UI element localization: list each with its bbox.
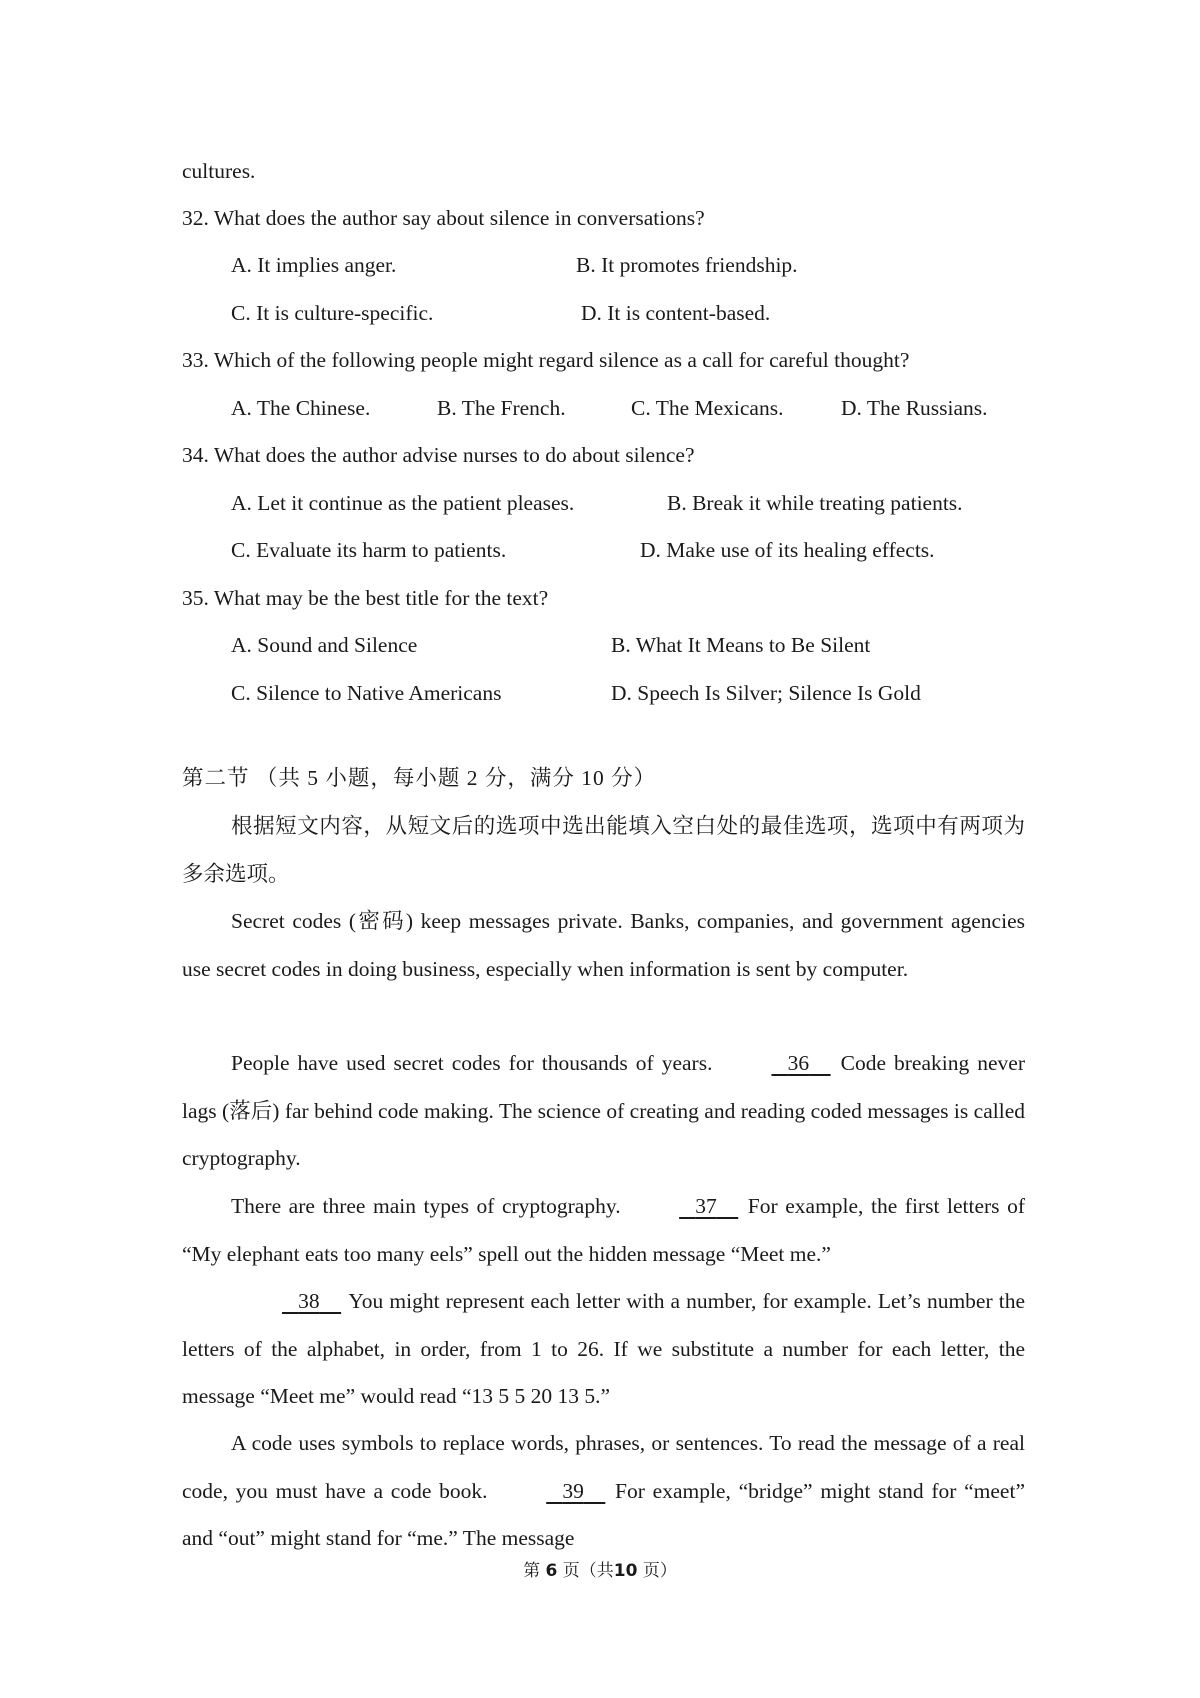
passage-text: Secret codes (密码) keep messages private. Banks, companies, and government agencies use secret codes in doing business, especially when information is sent by computer. [182, 909, 1025, 981]
passage-paragraph-1 [182, 898, 1025, 993]
question-33-option-a: A. The Chinese. [231, 396, 371, 420]
section-2-instructions: 根据短文内容，从短文后的选项中选出能填入空白处的最佳选项，选项中有两项为多余选项。 [182, 814, 1025, 886]
blank-39 [495, 1468, 607, 1516]
question-34-stem: 34. What does the author advise nurses to do about silence? [182, 443, 695, 467]
blank-number: 39 [562, 1478, 584, 1503]
total-page-count: 10 [613, 1561, 638, 1581]
footer-middle: 页（共 [562, 1561, 614, 1581]
question-35-stem: 35. What may be the best title for the text? [182, 586, 549, 610]
question-34-option-d: D. Make use of its healing effects. [640, 538, 935, 562]
question-35-option-d: D. Speech Is Silver; Silence Is Gold [611, 681, 921, 705]
passage-text: A code uses symbols to replace words, phrases, or sentences. To read the message of a real code, you must have a code book. [182, 1431, 1025, 1503]
passage-text: People have used secret codes for thousands of years. [231, 1051, 721, 1075]
question-32-stem: 32. What does the author say about silence in conversations? [182, 206, 705, 230]
passage-text: There are three main types of cryptography. [231, 1194, 629, 1218]
question-33-stem: 33. Which of the following people might regard silence as a call for careful thought? [182, 348, 910, 372]
page-footer [0, 1556, 1200, 1581]
blank-number: 37 [695, 1194, 717, 1218]
question-32-option-b: B. It promotes friendship. [576, 253, 798, 277]
passage-paragraph-2 [182, 1040, 1025, 1183]
passage-paragraph-3 [182, 1183, 1025, 1278]
question-32-option-a: A. It implies anger. [231, 253, 397, 277]
footer-suffix: 页） [642, 1561, 677, 1581]
question-33-option-d: D. The Russians. [841, 396, 988, 420]
blank-37 [628, 1183, 740, 1231]
question-34-option-a: A. Let it continue as the patient pleases. [231, 491, 575, 515]
footer-prefix: 第 [523, 1561, 541, 1581]
passage-text: Code breaking never lags (落后) far behind code making. The science of creating and reading coded messages is called cryptography. [182, 1051, 1025, 1170]
blank-number: 38 [298, 1289, 320, 1313]
question-33-option-c: C. The Mexicans. [631, 396, 784, 420]
passage-paragraph-4 [182, 1278, 1025, 1421]
question-32-option-d: D. It is content-based. [581, 301, 771, 325]
blank-36 [720, 1040, 832, 1088]
blank-number: 36 [787, 1051, 810, 1075]
question-35-option-c: C. Silence to Native Americans [231, 681, 502, 705]
continuation-text: cultures. [182, 159, 256, 183]
question-35-option-a: A. Sound and Silence [231, 633, 418, 657]
question-32-option-c: C. It is culture-specific. [231, 301, 434, 325]
question-34-option-c: C. Evaluate its harm to patients. [231, 538, 507, 562]
passage-text: For example, the first letters of “My elephant eats too many eels” spell out the hidden message “Meet me.” [182, 1194, 1025, 1266]
passage-text: You might represent each letter with a number, for example. Let’s number the letters of the alphabet, in order, from 1 to 26. If we substitute a number for each letter, the message “Meet me” would read “13 5 5 20 13 5.” [182, 1289, 1025, 1408]
section-2-heading: 第二节 （共 5 小题，每小题 2 分，满分 10 分） [182, 766, 657, 790]
question-34-option-b: B. Break it while treating patients. [667, 491, 963, 515]
question-35-option-b: B. What It Means to Be Silent [611, 633, 871, 657]
passage-paragraph-5 [182, 1420, 1025, 1563]
blank-38 [231, 1278, 343, 1326]
passage-text: For example, “bridge” might stand for “meet” and “out” might stand for “me.” The message [182, 1478, 1025, 1550]
question-33-option-b: B. The French. [437, 396, 566, 420]
current-page-number: 6 [545, 1561, 558, 1581]
